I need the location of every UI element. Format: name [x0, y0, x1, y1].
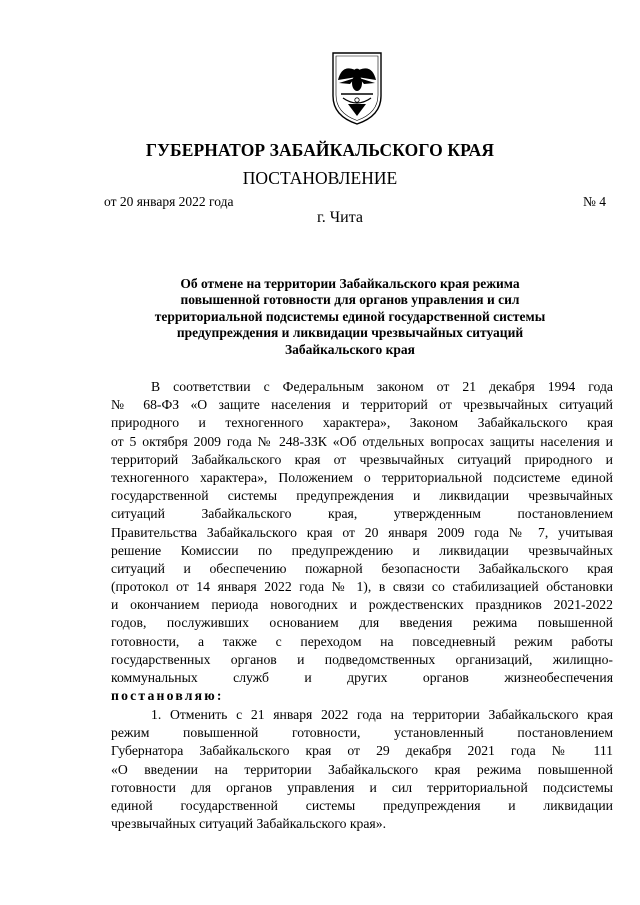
text-line: Губернатора Забайкальского края от 29 декабря 2021 года № 111: [111, 743, 613, 759]
heading-line: повышенной готовности для органов управления и сил: [180, 292, 520, 308]
text-line: государственной системы предупреждения и ликвидации чрезвычайных: [111, 488, 613, 504]
text-line: готовности, а также с переходом на повседневный режим работы: [111, 633, 613, 649]
text-line: и окончанием периода новогодних и рождественских праздников 2021-2022: [111, 597, 613, 613]
text-line: территорий Забайкальского края от чрезвычайных ситуаций природного и: [111, 451, 613, 467]
text-line: решение Комиссии по предупреждению и ликвидации чрезвычайных: [111, 542, 613, 558]
text-line: ситуаций Забайкальского края, утвержденным постановлением: [111, 506, 613, 522]
text-line: (протокол от 14 января 2022 года № 1), в связи со стабилизацией обстановки: [111, 579, 613, 595]
document-heading: [100, 276, 600, 358]
text-line: государственных органов и подведомственных организаций, жилищно-: [111, 651, 613, 667]
text-line: № 68-ФЗ «О защите населения и территорий от чрезвычайных ситуаций: [111, 397, 613, 413]
document-number: № 4: [583, 194, 607, 209]
text-line: от 5 октября 2009 года № 248-ЗЗК «Об отдельных вопросах защиты населения и: [111, 433, 613, 449]
heading-line: Об отмене на территории Забайкальского края режима: [180, 276, 520, 291]
text-line: «О введении на территории Забайкальского края режима повышенной: [111, 761, 613, 777]
text-line: ситуаций и обеспечению пожарной безопасности Забайкальского края: [111, 560, 613, 576]
text-line: техногенного характера», Положением о территориальной подсистеме единой: [111, 469, 613, 485]
heading-line: предупреждения и ликвидации чрезвычайных ситуаций: [176, 325, 524, 341]
text-line: единой государственной системы предупреждения и ликвидации: [111, 797, 613, 813]
text-line: готовности для органов управления и сил территориальной подсистемы: [111, 779, 613, 795]
text-line: режим повышенной готовности, установленный постановлением: [111, 725, 613, 741]
document-city: г. Чита: [316, 209, 363, 226]
text-line: годов, послуживших основанием для введения режима повышенной: [111, 615, 613, 631]
heading-line: территориальной подсистемы единой государственной системы: [154, 308, 546, 324]
text-line: Правительства Забайкальского края от 20 января 2009 года № 7, учитывая: [111, 524, 613, 540]
decree-word-text: постановляю:: [111, 688, 224, 704]
preamble-paragraph: [111, 378, 613, 705]
document-type: ПОСТАНОВЛЕНИЕ: [242, 168, 398, 188]
text-line: чрезвычайных ситуаций Забайкальского края».: [111, 816, 386, 832]
text-line: В соответствии с Федеральным законом от 21 декабря 1994 года: [151, 379, 613, 394]
document-date: от 20 января 2022 года: [104, 194, 234, 209]
decree-word: [111, 687, 613, 705]
coat-of-arms-icon: [328, 50, 386, 126]
text-line: коммунальных служб и других органов жизнеобеспечения: [111, 670, 613, 685]
heading-line: Забайкальского края: [285, 341, 415, 357]
item-1-paragraph: [111, 706, 613, 833]
text-line: природного и техногенного характера», Законом Забайкальского края: [111, 415, 613, 431]
text-line: 1. Отменить с 21 января 2022 года на территории Забайкальского края: [151, 707, 613, 722]
authority-title: ГУБЕРНАТОР ЗАБАЙКАЛЬСКОГО КРАЯ: [145, 140, 495, 160]
